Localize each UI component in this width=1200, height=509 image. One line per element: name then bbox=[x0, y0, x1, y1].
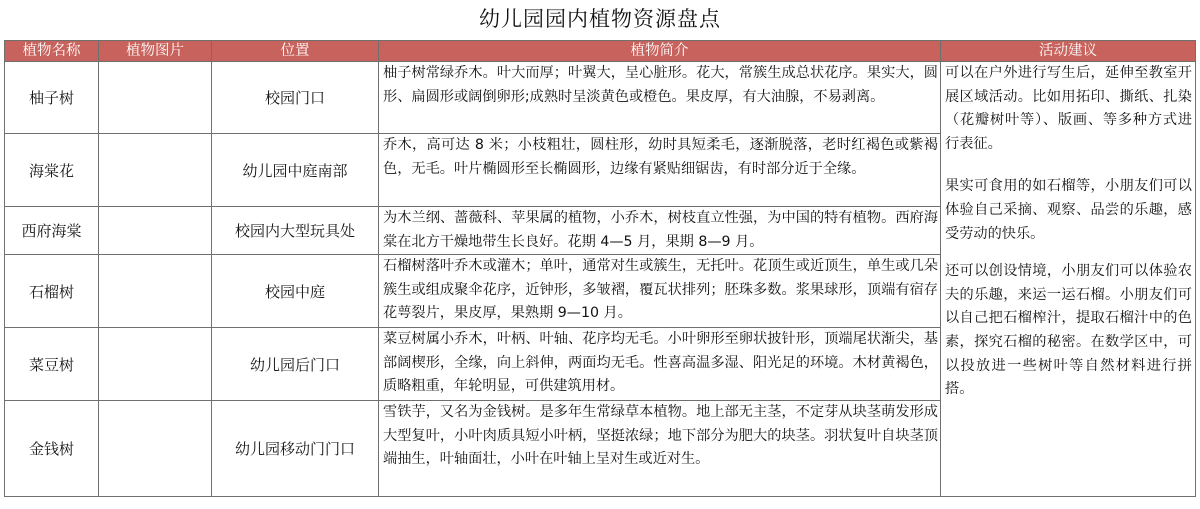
plant-name: 石榴树 bbox=[5, 255, 99, 328]
page-title: 幼儿园园内植物资源盘点 bbox=[479, 7, 721, 31]
plant-name: 金钱树 bbox=[5, 401, 99, 497]
plant-intro: 菜豆树属小乔木，叶柄、叶轴、花序均无毛。小叶卵形至卵状披针形，顶端尾状渐尖，基部阔楔形，全缘，向上斜伸，两面均无毛。性喜高温多湿、阳光足的环境。木材黄褐色，质略粗重，年轮明显，可供建筑用材。 bbox=[379, 328, 941, 401]
plant-photo-cell bbox=[99, 62, 212, 134]
header-activity: 活动建议 bbox=[941, 41, 1196, 62]
plant-intro: 为木兰纲、蔷薇科、苹果属的植物，小乔木，树枝直立性强，为中国的特有植物。西府海棠在北方干燥地带生长良好。花期 4—5 月，果期 8—9 月。 bbox=[379, 207, 941, 255]
activity-paragraph: 还可以创设情境，小朋友们可以体验农夫的乐趣，来运一运石榴。小朋友们可以自己把石榴榨汁，提取石榴汁中的色素，探究石榴的秘密。在数学区中，可以投放进一些树叶等自然材料进行拼搭。 bbox=[945, 263, 1192, 398]
plant-photo-cell bbox=[99, 255, 212, 328]
plant-location: 幼儿园移动门门口 bbox=[212, 401, 379, 497]
header-intro: 植物简介 bbox=[379, 41, 941, 62]
plant-intro: 乔木，高可达 8 米；小枝粗壮，圆柱形，幼时具短柔毛，逐渐脱落，老时红褐色或紫褐色，无毛。叶片椭圆形至长椭圆形，边缘有紧贴细锯齿，有时部分近于全缘。 bbox=[379, 134, 941, 207]
plant-name: 柚子树 bbox=[5, 62, 99, 134]
plant-photo-cell bbox=[99, 401, 212, 497]
plant-name: 海棠花 bbox=[5, 134, 99, 207]
plant-location: 幼儿园后门口 bbox=[212, 328, 379, 401]
plant-photo-cell bbox=[99, 134, 212, 207]
plant-location: 校园中庭 bbox=[212, 255, 379, 328]
activity-paragraph: 可以在户外进行写生后，延伸至教室开展区域活动。比如用拓印、撕纸、扎染（花瓣树叶等）、版画、等多种方式进行表征。 bbox=[945, 65, 1192, 152]
plant-intro: 石榴树落叶乔木或灌木；单叶，通常对生或簇生，无托叶。花顶生或近顶生，单生或几朵簇生或组成聚伞花序，近钟形，多皱褶，覆瓦状排列；胚珠多数。浆果球形，顶端有宿存花萼裂片，果皮厚，果熟期 9—10 月。 bbox=[379, 255, 941, 328]
header-location: 位置 bbox=[212, 41, 379, 62]
plant-photo-cell bbox=[99, 207, 212, 255]
plant-name: 菜豆树 bbox=[5, 328, 99, 401]
table-row bbox=[5, 62, 1196, 134]
plant-intro: 柚子树常绿乔木。叶大而厚；叶翼大，呈心脏形。花大，常簇生成总状花序。果实大，圆形、扁圆形或阔倒卵形;成熟时呈淡黄色或橙色。果皮厚，有大油腺，不易剥离。 bbox=[379, 62, 941, 134]
header-plant-photo: 植物图片 bbox=[99, 41, 212, 62]
plant-intro: 雪铁芋，又名为金钱树。是多年生常绿草本植物。地上部无主茎，不定芽从块茎萌发形成大型复叶，小叶肉质具短小叶柄，坚挺浓绿；地下部分为肥大的块茎。羽状复叶自块茎顶端抽生，叶轴面壮，小叶在叶轴上呈对生或近对生。 bbox=[379, 401, 941, 497]
activity-suggestions bbox=[941, 62, 1196, 497]
plant-name: 西府海棠 bbox=[5, 207, 99, 255]
activity-paragraph: 果实可食用的如石榴等，小朋友们可以体验自己采摘、观察、品尝的乐趣，感受劳动的快乐。 bbox=[945, 178, 1192, 242]
plant-location: 校园门口 bbox=[212, 62, 379, 134]
plant-location: 校园内大型玩具处 bbox=[212, 207, 379, 255]
plant-table bbox=[4, 40, 1196, 497]
table-header-row bbox=[5, 41, 1196, 62]
plant-location: 幼儿园中庭南部 bbox=[212, 134, 379, 207]
header-plant-name: 植物名称 bbox=[5, 41, 99, 62]
plant-photo-cell bbox=[99, 328, 212, 401]
